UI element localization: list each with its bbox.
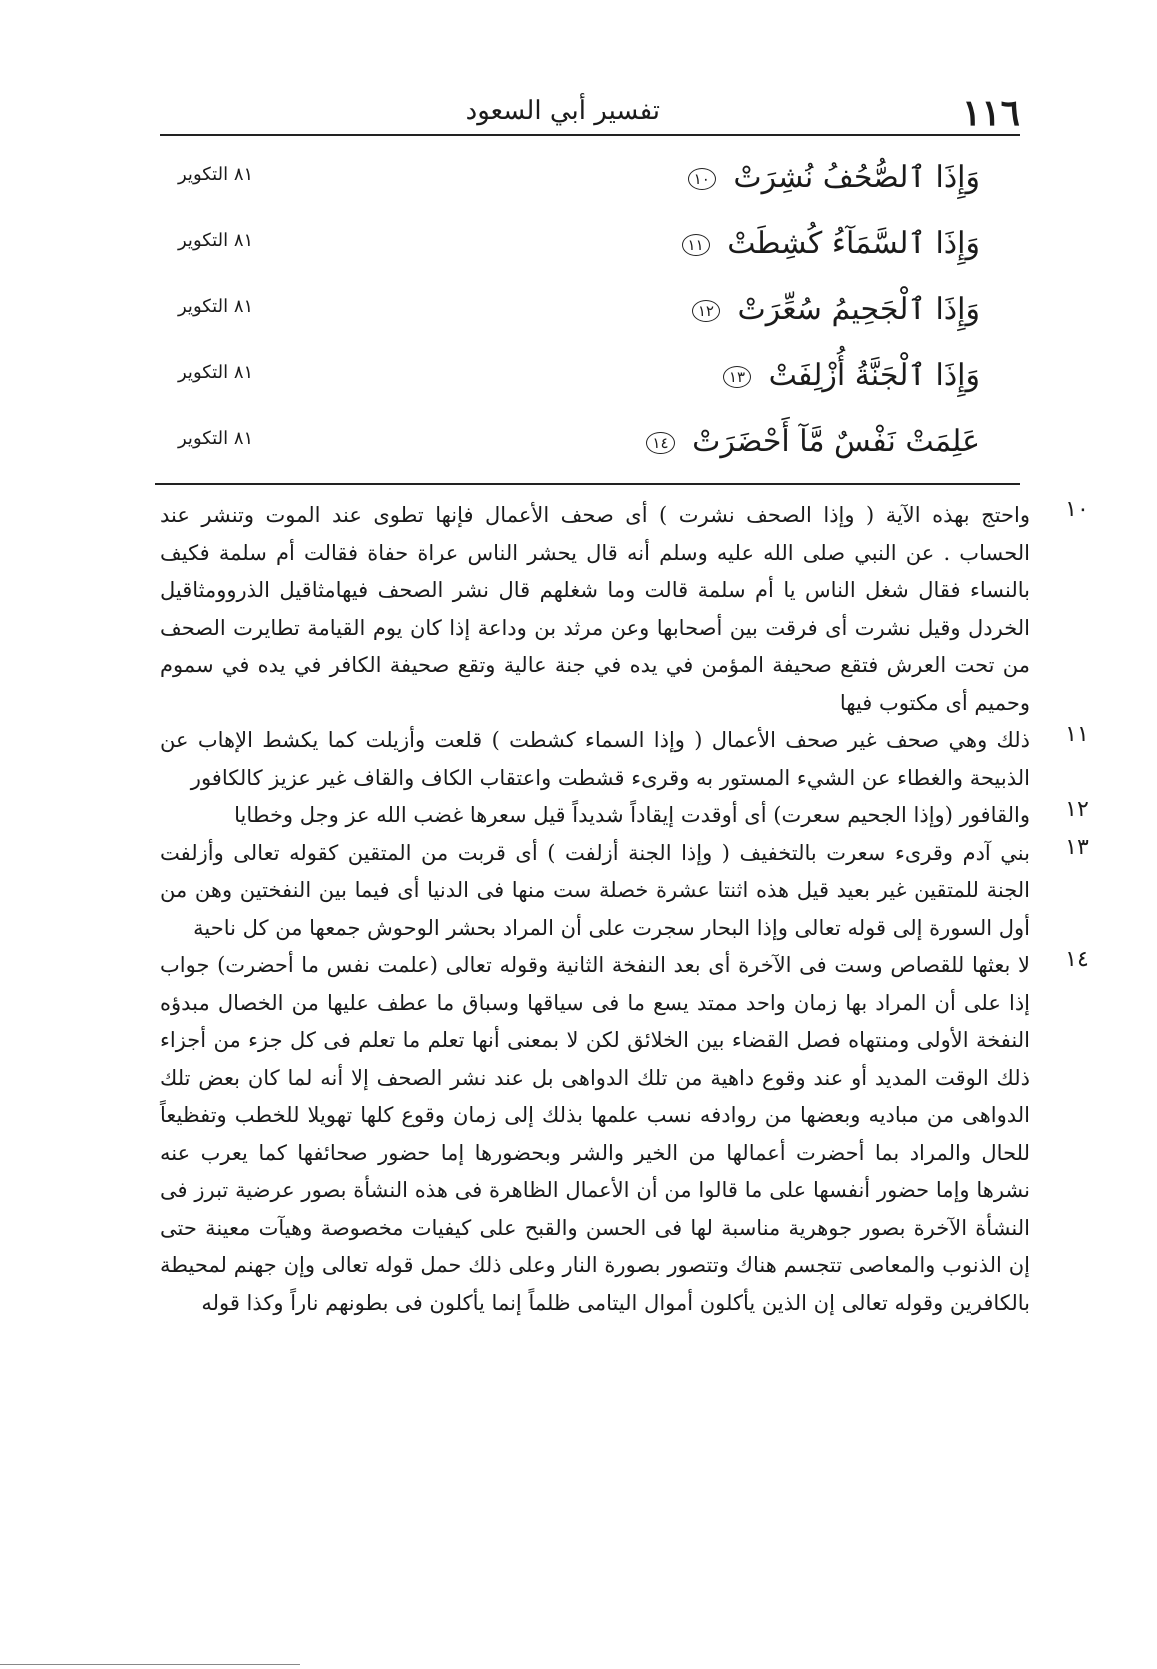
verse-number-marker: ١٤ (646, 432, 674, 454)
verse-text (682, 226, 980, 261)
verse-text (688, 160, 980, 195)
verse-text (692, 292, 980, 327)
page-header (160, 92, 1020, 134)
verse-text (646, 424, 980, 459)
verse-arabic: عَلِمَتْ نَفْسٌ مَّآ أَحْضَرَتْ (692, 424, 980, 459)
paragraph-number: ١٣ (1065, 834, 1089, 860)
verse-arabic: وَإِذَا ٱلْجَحِيمُ سُعِّرَتْ (737, 292, 980, 327)
verse-arabic: وَإِذَا ٱلصُّحُفُ نُشِرَتْ (733, 160, 980, 195)
commentary-paragraph (160, 722, 1089, 797)
footer-rule (0, 1664, 300, 1665)
commentary (160, 497, 1089, 1322)
commentary-paragraph (160, 497, 1089, 722)
running-title: تفسير أبي السعود (465, 96, 660, 126)
verse-number-marker: ١٣ (723, 366, 751, 388)
verse-arabic: وَإِذَا ٱلْجَنَّةُ أُزْلِفَتْ (768, 358, 980, 393)
paragraph-number: ١٤ (1065, 947, 1089, 972)
verse-number-marker: ١١ (682, 234, 710, 256)
page-number: ١١٦ (961, 92, 1020, 134)
verse-reference: ٨١ التكوير (178, 230, 254, 251)
paragraph-number: ١٢ (1065, 797, 1089, 822)
paragraph-number: ١١ (1065, 722, 1089, 747)
paragraph-text: واحتج بهذه الآية ( وإذا الصحف نشرت ) أى صحف الأعمال فإنها تطوى عند الموت وتنشر عند الحساب . عن النبي صلى الله عليه وسلم أنه قال يحشر الناس عراة حفاة فقالت أم سلمة فكيف بالنساء فقال شغل الناس يا أم سلمة قالت وما شغلهم قال نشر الصحف فيهامثاقيل الذروومثاقيل الخردل وقيل نشرت أى فرقت بين أصحابها وعن مرثد بن وداعة إذا كان يوم القيامة تطايرت الصحف من تحت العرش فتقع صحيفة المؤمن في يده في جنة عالية وتقع صحيفة الكافر في يده في سموم وحميم أى مكتوب فيها (160, 503, 1030, 715)
verse-list (160, 150, 1000, 480)
paragraph-text: لا بعثها للقصاص وست فى الآخرة أى بعد النفخة الثانية وقوله تعالى (علمت نفس ما أحضرت) جواب إذا على أن المراد بها زمان واحد ممتد يسع ما فى سياقها وسباق ما عطف عليها من الخصال مبدؤه النفخة الأولى ومنتهاه فصل القضاء بين الخلائق لكن لا بمعنى أنها تعلم ما تعلم فى كل جزء من أجزاء ذلك الوقت المديد أو عند وقوع داهية من تلك الدواهى بل عند نشر الصحف إلا أنه لما كان بعض تلك الدواهى من مباديه وبعضها من روادفه نسب علمها بذلك إلى زمان وقوع كلها تهويلا للخطب وتفظيعاً للحال والمراد بما أحضرت أعمالها من الخير والشر وبحضورها إما حضور صحائفها كما يعرب عنه نشرها وإما حضور أنفسها على ما قالوا من أن الأعمال الظاهرة فى هذه النشأة بصور عرضية تبرز فى النشأة الآخرة بصور جوهرية مناسبة لها فى الحسن والقبح على كيفيات مخصوصة وهيآت معينة حتى إن الذنوب والمعاصى تتجسم هناك وتتصور بصورة النار وعلى ذلك حمل قوله تعالى وإن جهنم لمحيطة بالكافرين وقوله تعالى إن الذين يأكلون أموال اليتامى ظلماً إنما يأكلون فى بطونهم ناراً وكذا قوله (160, 953, 1030, 1315)
paragraph-number: ١٠ (1065, 497, 1089, 522)
verse-row (160, 282, 1000, 348)
verse-row (160, 150, 1000, 216)
commentary-paragraph (160, 947, 1089, 1322)
verse-row (160, 216, 1000, 282)
section-rule (155, 483, 1020, 485)
verse-row (160, 348, 1000, 414)
verse-number-marker: ١٠ (688, 168, 716, 190)
paragraph-text: ذلك وهي صحف غير صحف الأعمال ( وإذا السماء كشطت ) قلعت وأزيلت كما يكشط الإهاب عن الذبيحة والغطاء عن الشيء المستور به وقرىء قشطت واعتقاب الكاف والقاف غير عزيز كالكافور (160, 728, 1030, 790)
verse-text (723, 358, 980, 393)
header-rule (160, 134, 1020, 136)
paragraph-text: بني آدم وقرىء سعرت بالتخفيف ( وإذا الجنة أزلفت ) أى قربت من المتقين كقوله تعالى وأزلفت الجنة للمتقين غير بعيد قيل هذه اثنتا عشرة خصلة ست منها فى الدنيا أى فيما بين النفختين وهن من أول السورة إلى قوله تعالى وإذا البحار سجرت على أن المراد بحشر الوحوش جمعها من كل ناحية (160, 840, 1030, 940)
paragraph-text: والقافور (وإذا الجحيم سعرت) أى أوقدت إيقاداً شديداً قيل سعرها غضب الله عز وجل وخطايا (234, 803, 1030, 827)
verse-reference: ٨١ التكوير (178, 428, 254, 449)
commentary-paragraph (160, 797, 1089, 835)
verse-reference: ٨١ التكوير (178, 164, 254, 185)
verse-number-marker: ١٢ (692, 300, 720, 322)
verse-reference: ٨١ التكوير (178, 296, 254, 317)
verse-reference: ٨١ التكوير (178, 362, 254, 383)
commentary-paragraph (160, 834, 1089, 948)
verse-row (160, 414, 1000, 480)
verse-arabic: وَإِذَا ٱلسَّمَآءُ كُشِطَتْ (727, 226, 980, 261)
